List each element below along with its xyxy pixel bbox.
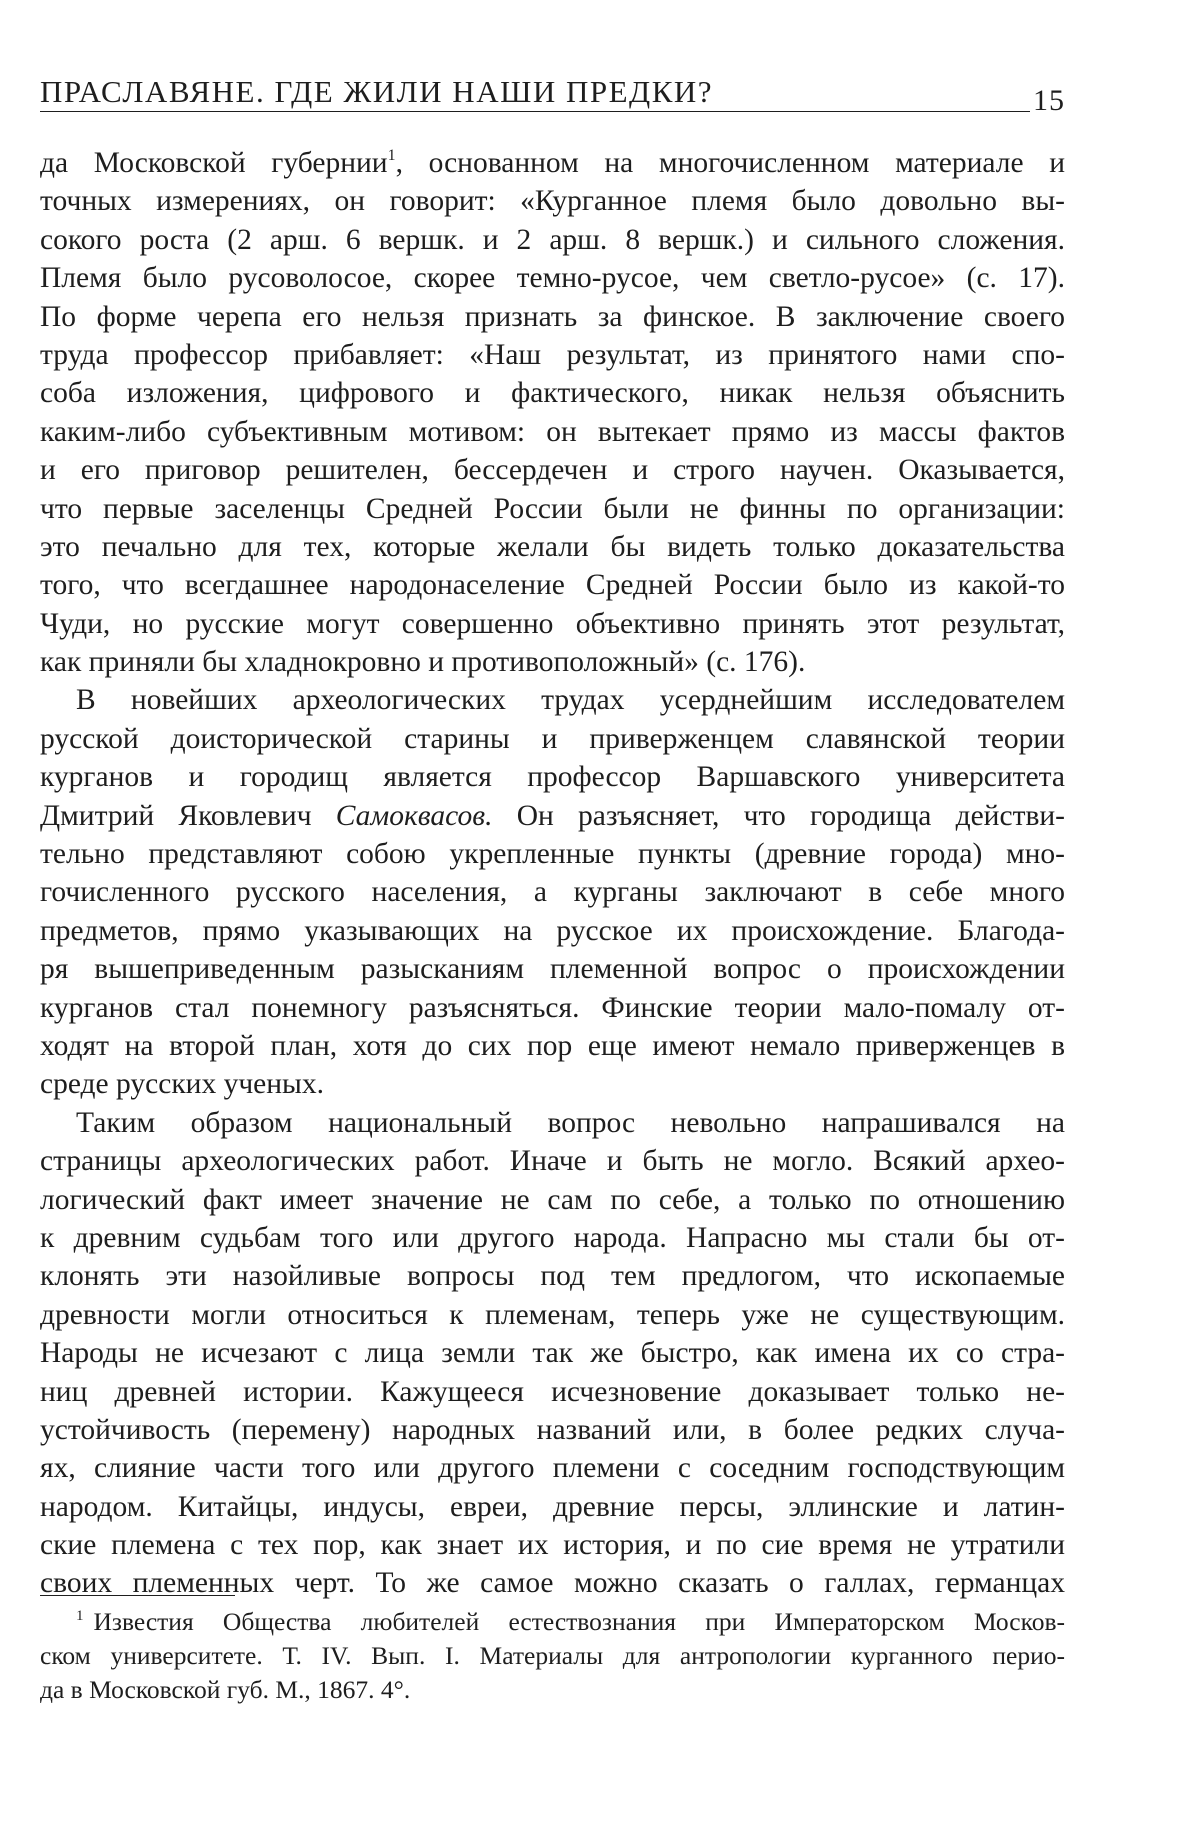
main-text	[40, 144, 1065, 1603]
text-line: это печально для тех, которые желали бы видеть только доказательства	[40, 530, 1065, 563]
text-line: Дмитрий Яковлевич Самоквасов. Он разъясняет, что городища действи-	[40, 799, 1065, 832]
text-line: точных измерениях, он говорит: «Курганное племя было довольно вы-	[40, 185, 1065, 218]
text-line: гочисленного русского населения, а курганы заключают в себе много	[40, 876, 1065, 909]
footnote-reference[interactable]: 1	[387, 147, 396, 164]
footnote	[40, 1605, 1065, 1707]
text-line: логический факт имеет значение не сам по себе, а только по отношению	[40, 1183, 1065, 1216]
text-line: Племя было русоволосое, скорее темно-русое, чем светло-русое» (с. 17).	[40, 262, 1065, 295]
text-line: курганов стал понемногу разъясняться. Финские теории мало-помалу от-	[40, 991, 1065, 1024]
footnote-line: $^1$ Известия Общества любителей естествознания при Императорском Москов-	[76, 1607, 1065, 1636]
text-line: к древним судьбам того или другого народа. Напрасно мы стали бы от-	[40, 1221, 1065, 1254]
text-line: каким-либо субъективным мотивом: он вытекает прямо из массы фактов	[40, 415, 1065, 448]
chapter-title: ПРАСЛАВЯНЕ. ГДЕ ЖИЛИ НАШИ ПРЕДКИ?	[40, 74, 714, 109]
text-line: ря вышеприведенным разысканиям племенной вопрос о происхождении	[40, 953, 1065, 986]
text-line: ях, слияние части того или другого племени с соседним господствующим	[40, 1452, 1065, 1485]
text-line: как приняли бы хладнокровно и противоположный» (с. 176).	[40, 646, 806, 679]
text-line: и его приговор решителен, бессердечен и строго научен. Оказывается,	[40, 454, 1065, 487]
text-line: По форме черепа его нельзя признать за финское. В заключение своего	[40, 300, 1065, 333]
footnote-line: ском университете. Т. IV. Вып. I. Материалы для антропологии курганного перио-	[40, 1641, 1065, 1670]
text-line: предметов, прямо указывающих на русское их происхождение. Благода-	[40, 914, 1065, 947]
author-name: Самоквасов.	[335, 799, 493, 832]
text-line: устойчивость (перемену) народных названий или, в более редких случа-	[40, 1413, 1065, 1446]
text-line: ские племена с тех пор, как знает их история, и по сие время не утратили	[40, 1529, 1065, 1562]
footnote-line: да в Московской губ. М., 1867. 4°.	[40, 1675, 411, 1704]
footnote-separator	[40, 1595, 235, 1596]
text-line: тельно представляют собою укрепленные пункты (древние города) мно-	[40, 838, 1065, 871]
text-line: того, что всегдашнее народонаселение Средней России было из какой-то	[40, 569, 1065, 602]
text-line: соба изложения, цифрового и фактического, никак нельзя объяснить	[40, 377, 1065, 410]
text-line: да Московской губернии$^1$, основанном на многочисленном материале и	[40, 147, 1065, 179]
text-line: ниц древней истории. Кажущееся исчезновение доказывает только не-	[40, 1375, 1065, 1408]
text-line: труда профессор прибавляет: «Наш результат, из принятого нами спо-	[40, 338, 1065, 371]
page-number: 15	[1033, 84, 1065, 117]
text-line: курганов и городищ является профессор Варшавского университета	[40, 761, 1065, 794]
text-line: древности могли относиться к племенам, теперь уже не существующим.	[40, 1298, 1065, 1331]
text-line: сокого роста (2 арш. 6 вершк. и 2 арш. 8 вершк.) и сильного сложения.	[40, 223, 1065, 256]
text-line: русской доисторической старины и приверженцем славянской теории	[40, 722, 1065, 755]
text-line: Народы не исчезают с лица земли так же быстро, как имена их со стра-	[40, 1337, 1065, 1370]
text-line: ходят на второй план, хотя до сих пор еще имеют немало приверженцев в	[40, 1029, 1065, 1062]
header-rule	[40, 111, 1030, 112]
text-line: среде русских ученых.	[40, 1068, 324, 1101]
footnote-marker: 1	[76, 1608, 84, 1624]
text-line: своих племенных черт. То же самое можно сказать о галлах, германцах	[40, 1567, 1065, 1600]
text-line: народом. Китайцы, индусы, евреи, древние персы, эллинские и латин-	[40, 1490, 1065, 1523]
text-line: Таким образом национальный вопрос невольно напрашивался на	[76, 1106, 1065, 1139]
text-line: Чуди, но русские могут совершенно объективно принять этот результат,	[40, 607, 1065, 640]
text-line: что первые заселенцы Средней России были не финны по организации:	[40, 492, 1065, 525]
running-header	[40, 62, 1065, 117]
text-line: клонять эти назойливые вопросы под тем предлогом, что ископаемые	[40, 1260, 1065, 1293]
text-line: страницы археологических работ. Иначе и быть не могло. Всякий архео-	[40, 1145, 1065, 1178]
text-line: В новейших археологических трудах усерднейшим исследователем	[76, 684, 1065, 717]
